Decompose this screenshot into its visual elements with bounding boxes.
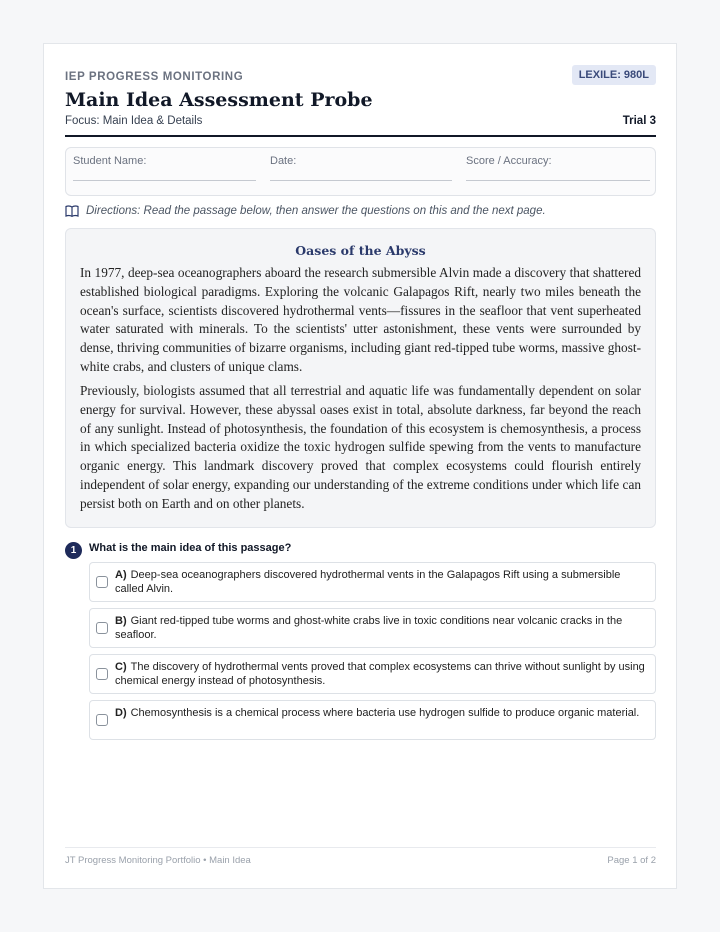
footer-divider [65, 847, 656, 848]
option-a-checkbox[interactable] [96, 576, 108, 588]
question-text: What is the main idea of this passage? [89, 542, 292, 554]
option-d-text [115, 706, 645, 720]
lexile-badge: LEXILE: 980L [572, 65, 656, 85]
score-field[interactable] [466, 155, 552, 168]
question-number-badge: 1 [65, 542, 82, 559]
passage-paragraph-1: In 1977, deep-sea oceanographers aboard the research submersible Alvin made a discovery that shattered established biological paradigms. Exploring the volcanic Galapagos Rift, nearly two miles beneath the ocean's surface, scientists discovered hydrothermal vents—fissures in the seafloor that vent superheated water saturated with minerals. To the scientists' utter astonishment, these vents were surrounded by dense, thriving communities of bizarre organisms, including giant red-tipped tube worms, massive ghost-white crabs, and clusters of unique clams. [80, 265, 641, 374]
book-icon [65, 205, 79, 217]
date-line[interactable] [270, 180, 452, 181]
header-divider [65, 135, 656, 137]
answer-option-a[interactable] [89, 562, 656, 602]
student-name-label: Student Name: [73, 155, 147, 167]
reading-passage [65, 228, 656, 528]
option-c-text [115, 660, 645, 688]
worksheet-page [43, 43, 677, 889]
passage-title: Oases of the Abyss [295, 243, 426, 258]
option-d-label: Chemosynthesis is a chemical process where bacteria use hydrogen sulfide to produce organic material. [130, 707, 640, 719]
score-line[interactable] [466, 180, 650, 181]
option-c-label: The discovery of hydrothermal vents proved that complex ecosystems can thrive without sunlight by using chemical energy instead of photosynthesis. [115, 661, 645, 687]
option-d-checkbox[interactable] [96, 714, 108, 726]
answer-option-b[interactable] [89, 608, 656, 648]
trial-label: Trial 3 [622, 115, 656, 127]
passage-paragraph-2: Previously, biologists assumed that all terrestrial and aquatic life was fundamentally dependent on solar energy for survival. However, these abyssal oases exist in total, absolute darkness, far beyond the reach of any sunlight. Instead of photosynthesis, the foundation of this ecosystem is chemosynthesis, a process in which specialized bacteria oxidize the toxic hydrogen sulfide spewing from the vents to manufacture organic energy. This landmark discovery proved that complex ecosystems could flourish entirely independent of solar energy, expanding our understanding of the extreme conditions under which life can persist both on Earth and on other planets. [80, 383, 641, 511]
date-label: Date: [270, 155, 297, 167]
focus-label: Focus: Main Idea & Details [65, 115, 203, 127]
program-label: IEP PROGRESS MONITORING [65, 71, 244, 83]
option-d-letter: D) [115, 707, 127, 719]
option-a-letter: A) [115, 569, 127, 581]
footer-page-number: Page 1 of 2 [607, 855, 656, 866]
option-a-label: Deep-sea oceanographers discovered hydrothermal vents in the Galapagos Rift using a submersible called Alvin. [115, 569, 621, 595]
focus-row [65, 114, 656, 128]
page-title: Main Idea Assessment Probe [65, 89, 373, 111]
student-name-field[interactable] [73, 155, 146, 168]
footer-portfolio-label: JT Progress Monitoring Portfolio • Main Idea [65, 855, 251, 866]
directions-text: Directions: Read the passage below, then answer the questions on this and the next page. [86, 205, 546, 217]
answer-option-d[interactable] [89, 700, 656, 740]
option-b-label: Giant red-tipped tube worms and ghost-white crabs live in toxic conditions near volcanic cracks in the seafloor. [115, 615, 623, 641]
option-b-checkbox[interactable] [96, 622, 108, 634]
date-field[interactable] [270, 155, 296, 168]
answer-option-c[interactable] [89, 654, 656, 694]
option-c-letter: C) [115, 661, 127, 673]
header-top-row [65, 67, 656, 83]
student-info-box [65, 147, 656, 196]
student-name-line[interactable] [73, 180, 256, 181]
option-b-text [115, 614, 645, 642]
option-c-checkbox[interactable] [96, 668, 108, 680]
score-label: Score / Accuracy: [466, 155, 552, 167]
option-a-text [115, 568, 645, 596]
option-b-letter: B) [115, 615, 127, 627]
